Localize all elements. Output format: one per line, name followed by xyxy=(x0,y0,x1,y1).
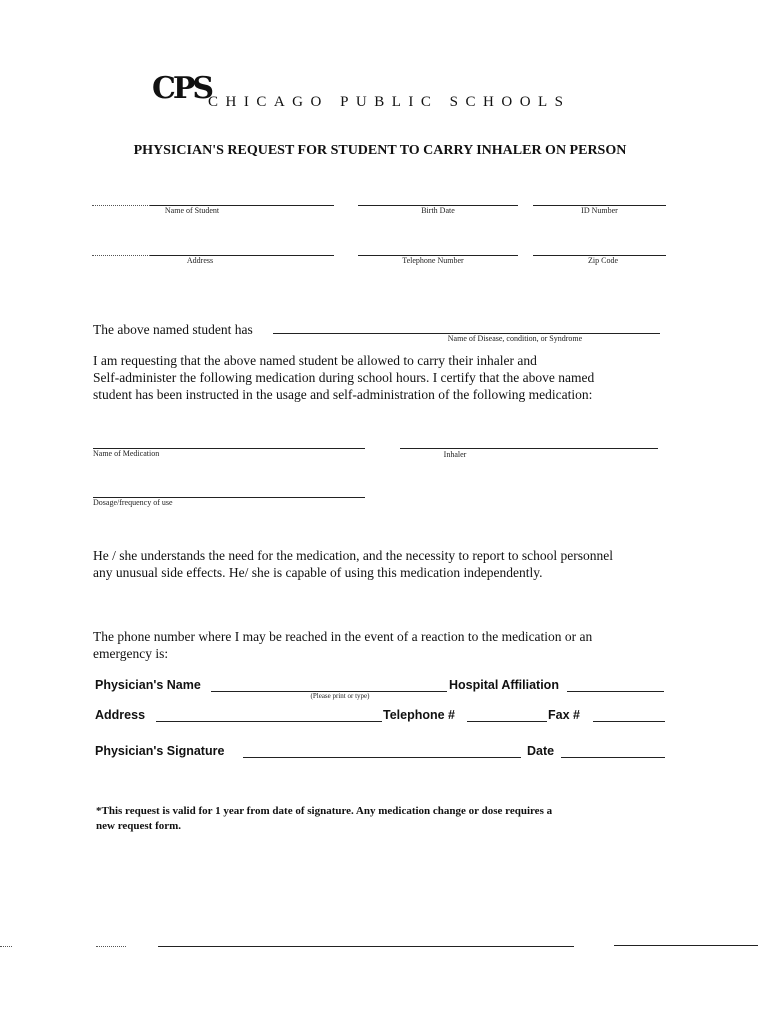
physician-telephone-line[interactable] xyxy=(467,721,547,722)
condition-prefix: The above named student has xyxy=(93,322,253,337)
physician-telephone-label: Telephone # xyxy=(383,708,456,722)
phone-line-1: The phone number where I may be reached in the event of a reaction to the medication or an xyxy=(93,629,593,644)
hospital-affiliation-line[interactable] xyxy=(567,691,664,692)
scan-artifact xyxy=(0,946,12,947)
cps-logo: CPS xyxy=(152,71,212,106)
form-title: PHYSICIAN'S REQUEST FOR STUDENT TO CARRY INHALER ON PERSON xyxy=(133,143,627,158)
address-label: Address xyxy=(186,256,214,265)
request-line-2: Self-administer the following medication during school hours. I certify that the above named xyxy=(93,370,595,385)
phone-line-2: emergency is: xyxy=(93,646,169,661)
scan-artifact xyxy=(96,946,126,947)
physician-fax-line[interactable] xyxy=(593,721,665,722)
footnote-line-2: new request form. xyxy=(96,820,182,832)
physician-signature-label: Physician's Signature xyxy=(95,744,225,758)
physician-address-label: Address xyxy=(95,708,146,722)
bottom-rule xyxy=(614,945,758,946)
id-number-label: ID Number xyxy=(581,206,618,215)
understanding-line-1: He / she understands the need for the medication, and the necessity to report to school personnel xyxy=(93,548,613,563)
signature-date-label: Date xyxy=(527,744,555,758)
physician-address-line[interactable] xyxy=(156,721,382,722)
hospital-affiliation-label: Hospital Affiliation xyxy=(449,678,559,692)
medication-name-label: Name of Medication xyxy=(93,449,160,458)
bottom-rule xyxy=(158,946,574,947)
condition-label: Name of Disease, condition, or Syndrome xyxy=(447,334,583,343)
footnote-line-1: *This request is valid for 1 year from date of signature. Any medication change or dose requires a xyxy=(96,805,553,817)
signature-date-line[interactable] xyxy=(561,757,665,758)
physician-name-label: Physician's Name xyxy=(95,678,201,692)
zip-code-label: Zip Code xyxy=(588,256,618,265)
dosage-label: Dosage/frequency of use xyxy=(93,498,173,507)
print-note: (Please print or type) xyxy=(310,692,370,700)
student-name-label: Name of Student xyxy=(164,206,220,215)
physician-signature-line[interactable] xyxy=(243,757,521,758)
inhaler-label: Inhaler xyxy=(443,450,467,459)
request-line-1: I am requesting that the above named student be allowed to carry their inhaler and xyxy=(93,353,537,368)
understanding-line-2: any unusual side effects. He/ she is capable of using this medication independently. xyxy=(93,565,543,580)
request-line-3: student has been instructed in the usage and self-administration of the following medication: xyxy=(93,387,593,402)
telephone-label: Telephone Number xyxy=(402,256,464,265)
physician-fax-label: Fax # xyxy=(548,708,580,722)
organization-name: CHICAGO PUBLIC SCHOOLS xyxy=(208,94,571,110)
inhaler-line[interactable] xyxy=(400,448,658,449)
birth-date-label: Birth Date xyxy=(421,206,455,215)
